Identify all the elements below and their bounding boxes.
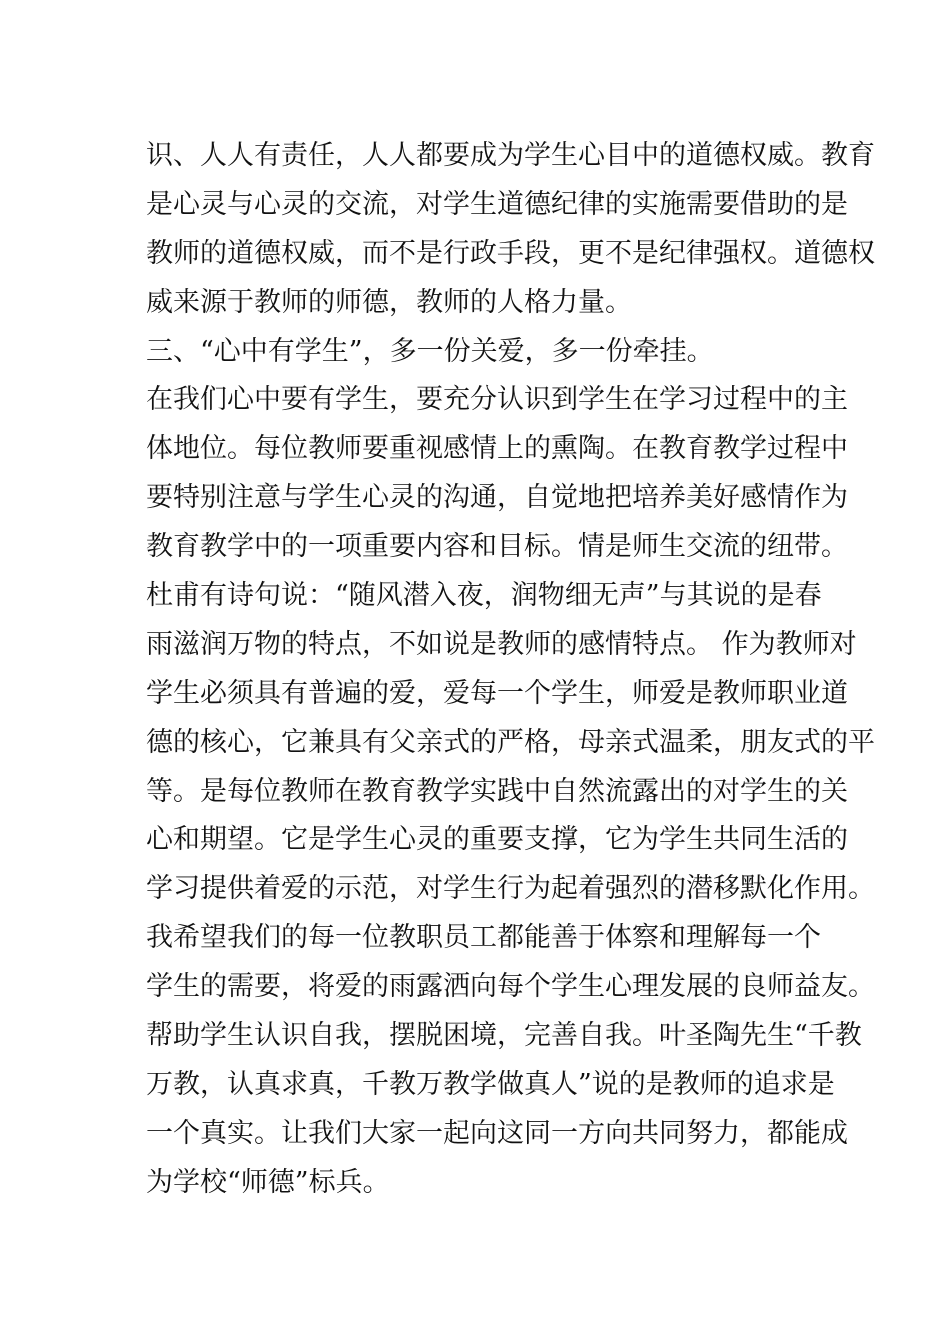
text-line: 为学校“师德”标兵。 — [146, 1166, 390, 1198]
text-line: 等。是每位教师在教育教学实践中自然流露出的对学生的关 — [146, 775, 848, 807]
text-line: 学生必须具有普遍的爱，爱每一个学生，师爱是教师职业道 — [146, 677, 848, 709]
text-line: 在我们心中要有学生，要充分认识到学生在学习过程中的主 — [146, 384, 848, 416]
text-line: 学习提供着爱的示范，对学生行为起着强烈的潜移默化作用。 — [146, 873, 875, 905]
text-line: 万教，认真求真，千教万教学做真人”说的是教师的追求是 — [146, 1068, 835, 1100]
text-line: 一个真实。让我们大家一起向这同一方向共同努力，都能成 — [146, 1117, 848, 1149]
text-line: 体地位。每位教师要重视感情上的熏陶。在教育教学过程中 — [146, 433, 848, 465]
text-line: 杜甫有诗句说：“随风潜入夜，润物细无声”与其说的是春 — [146, 580, 822, 612]
text-line: 威来源于教师的师德，教师的人格力量。 — [146, 286, 632, 318]
text-line: 识、人人有责任，人人都要成为学生心目中的道德权威。教育 — [146, 140, 875, 171]
text-line: 教育教学中的一项重要内容和目标。情是师生交流的纽带。 — [146, 531, 848, 563]
text-line: 德的核心，它兼具有父亲式的严格，母亲式温柔，朋友式的平 — [146, 726, 875, 758]
text-line: 教师的道德权威，而不是行政手段，更不是纪律强权。道德权 — [146, 237, 875, 269]
text-line: 要特别注意与学生心灵的沟通，自觉地把培养美好感情作为 — [146, 482, 848, 514]
text-line: 雨滋润万物的特点，不如说是教师的感情特点。 作为教师对 — [146, 628, 857, 660]
text-line: 帮助学生认识自我，摆脱困境，完善自我。叶圣陶先生“千教 — [146, 1020, 862, 1052]
section-heading: 三、“心中有学生”，多一份关爱，多一份牵挂。 — [146, 335, 714, 367]
text-line: 学生的需要，将爱的雨露洒向每个学生心理发展的良师益友。 — [146, 971, 875, 1003]
text-line: 我希望我们的每一位教职员工都能善于体察和理解每一个 — [146, 922, 821, 954]
body-text — [146, 132, 875, 1208]
text-line: 心和期望。它是学生心灵的重要支撑，它为学生共同生活的 — [146, 824, 848, 856]
text-line: 是心灵与心灵的交流，对学生道德纪律的实施需要借助的是 — [146, 188, 848, 220]
